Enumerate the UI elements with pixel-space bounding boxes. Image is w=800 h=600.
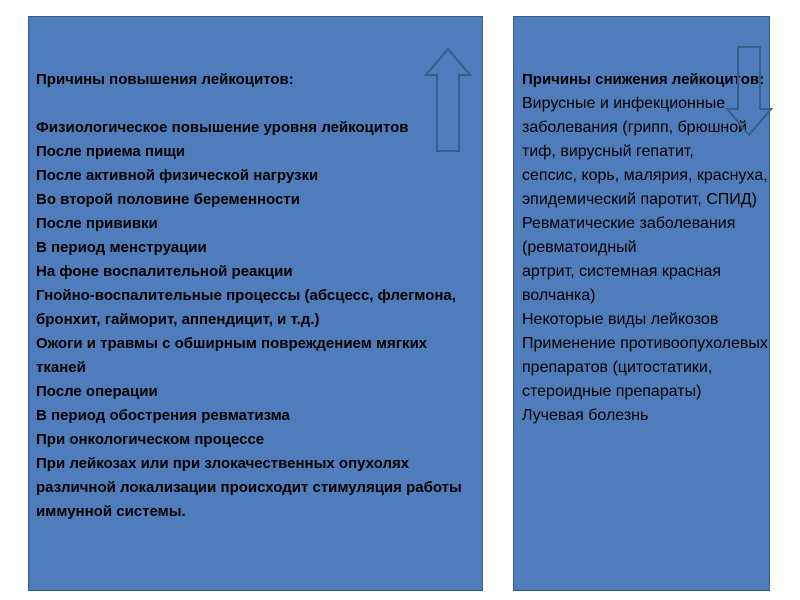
increase-item: После операции — [36, 383, 158, 400]
increase-item: В период обострения ревматизма — [36, 407, 290, 424]
decrease-item: артрит, системная красная волчанка) — [522, 263, 726, 304]
increase-item: Во второй половине беременности — [36, 191, 300, 208]
decrease-item: Вирусные и инфекционные заболевания (грипп, брюшной тиф, вирусный гепатит, — [522, 95, 752, 160]
decrease-item: сепсис, корь, малярия, краснуха, эпидемический паротит, СПИД) — [522, 167, 773, 208]
decrease-item: Лучевая болезнь — [522, 407, 649, 424]
increase-item: Гнойно-воспалительные процессы (абсцесс, флегмона, бронхит, гайморит, аппендицит, и т.д.) — [36, 287, 461, 328]
increase-item: Ожоги и травмы с обширным повреждением мягких тканей — [36, 335, 432, 376]
increase-item: На фоне воспалительной реакции — [36, 263, 293, 280]
increase-item: При онкологическом процессе — [36, 431, 265, 448]
decrease-item: Ревматические заболевания (ревматоидный — [522, 215, 740, 256]
increase-item: При лейкозах или при злокачественных опухолях различной локализации происходит стимуляция работы иммунной системы. — [36, 455, 466, 520]
increase-causes-text — [36, 68, 480, 524]
increase-item: После приема пищи — [36, 143, 186, 160]
increase-item: После прививки — [36, 215, 158, 232]
increase-item: В период менструации — [36, 239, 207, 256]
arrow-down-icon — [725, 45, 773, 137]
decrease-item: Применение противоопухолевых препаратов (цитостатики, стероидные препараты) — [522, 335, 773, 400]
decrease-heading: Причины снижения лейкоцитов: — [522, 71, 765, 88]
increase-item: Физиологическое повышение уровня лейкоцитов — [36, 119, 409, 136]
arrow-up-icon — [424, 47, 472, 155]
decrease-causes-panel — [513, 16, 773, 591]
increase-heading: Причины повышения лейкоцитов: — [36, 71, 294, 88]
increase-item: После активной физической нагрузки — [36, 167, 319, 184]
decrease-item: Некоторые виды лейкозов — [522, 311, 719, 328]
increase-causes-panel — [28, 16, 483, 591]
